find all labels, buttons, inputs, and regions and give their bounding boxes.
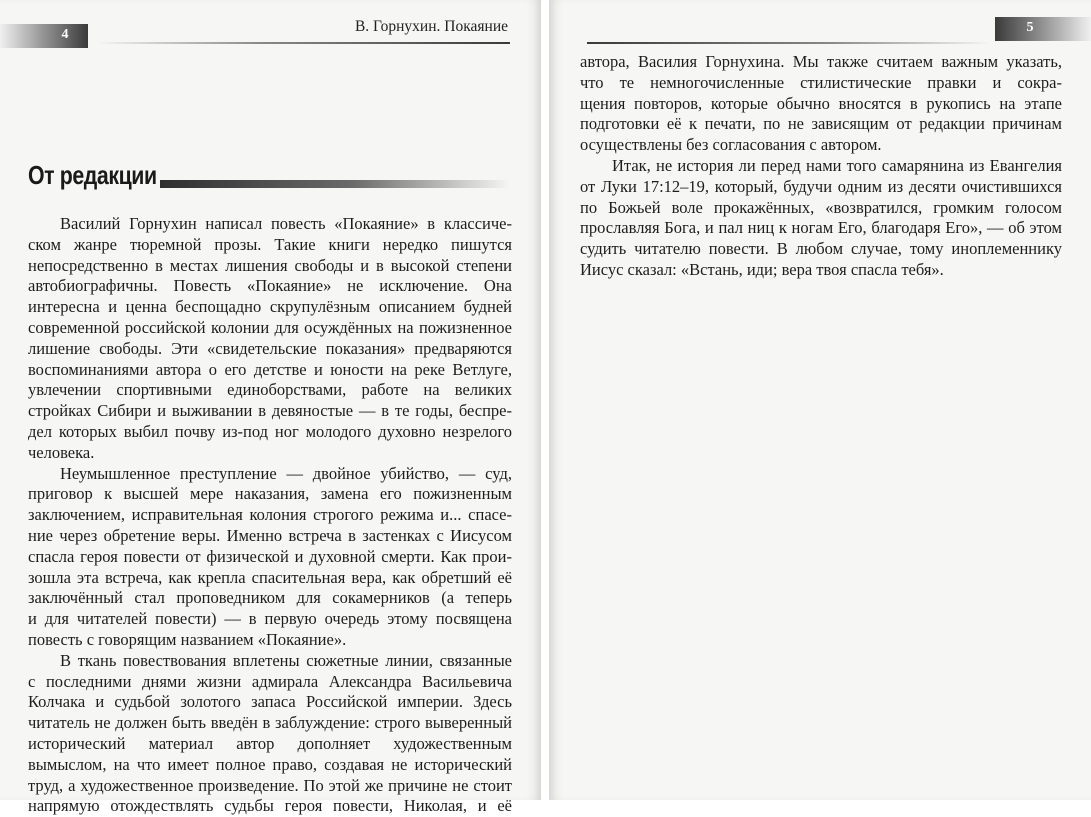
text-line: автора, Василия Горнухина. Мы также считаем важным указать, (580, 52, 1062, 71)
text-line: и для читателей повести) — в первую очередь этому посвящена (28, 609, 512, 629)
text-line: от Луки 17:12–19, который, будучи одним из десяти очистившихся (580, 176, 1062, 196)
text-line: стройках Сибири и выживании в девяностые — в те годы, беспре- (28, 401, 512, 421)
text-line: читатель не должен быть введён в заблуждение: строго выверенный (28, 713, 512, 733)
right-body-text (580, 52, 1062, 281)
text-line: интересна и ценна беспощадно скрупулёзным описанием будней (28, 297, 512, 317)
right-page (549, 0, 1091, 800)
text-line: В ткань повествования вплетены сюжетные линии, связанные (60, 650, 512, 670)
text-line: зошла эта встреча, как крепла спасительная вера, как обретший её (28, 567, 512, 587)
book-gutter (541, 0, 549, 800)
text-line: повесть с говорящим названием «Покаяние». (28, 629, 347, 649)
running-head: В. Горнухин. Покаяние (354, 18, 508, 35)
text-line: по Божьей воле прокажённых, «возвратился, громким голосом (580, 197, 1062, 217)
header-rule-right (587, 42, 991, 44)
page-number-left: 4 (61, 27, 69, 42)
text-line: современной российской колонии для осуждённых на пожизненное (28, 317, 512, 337)
text-line: вымыслом, на что имеет полное право, создавая не исторический (28, 754, 512, 774)
text-line: заключением, исправительная колония строгого режима и... спасе- (28, 505, 512, 525)
text-line: Итак, не история ли перед нами того самарянина из Евангелия (612, 155, 1062, 175)
text-line: дел которых выбил почву из-под ног молодого духовно незрелого (28, 421, 512, 441)
text-line: приговор к высшей мере наказания, замена его пожизненным (28, 484, 512, 504)
text-line: ском жанре тюремной прозы. Такие книги нередко пишутся (28, 234, 512, 254)
text-line: подготовки её к печати, по не зависящим от редакции причинам (580, 114, 1062, 134)
text-line: Василий Горнухин написал повесть «Покаяние» в классиче- (60, 214, 512, 233)
text-line: Неумышленное преступление — двойное убийство, — суд, (60, 463, 512, 483)
text-line: судить читателю повести. В любом случае, тому иноплеменнику (580, 239, 1062, 259)
left-body-text (28, 214, 512, 817)
page-number-right: 5 (1026, 20, 1034, 35)
text-line: Иисус сказал: «Встань, иди; вера твоя спасла тебя». (580, 259, 944, 279)
text-line: щения повторов, которые обычно вносятся в рукопись на этапе (580, 93, 1062, 113)
section-title: От редакции (28, 160, 157, 190)
text-line: увлечении спортивными единоборствами, работе на великих (28, 380, 512, 400)
text-line: автобиографичны. Повесть «Покаяние» не исключение. Она (28, 276, 512, 296)
text-line: воспоминаниями автора о его детстве и юности на реке Ветлуге, (28, 359, 512, 379)
title-rule (160, 180, 510, 188)
text-line: непосредственно в местах лишения свободы и в высокой степени (28, 255, 512, 275)
text-line: осуществлены без согласования с автором. (580, 135, 882, 155)
text-line: человека. (28, 442, 95, 462)
text-line: исторический материал автор дополняет художественным (28, 733, 512, 753)
header-rule-left (96, 42, 510, 44)
text-line: труд, а художественное произведение. По этой же причине не стоит (28, 775, 512, 795)
text-line: ние через обретение веры. Именно встреча в застенках с Иисусом (28, 525, 512, 545)
text-line: Колчака и судьбой золотого запаса Российской империи. Здесь (28, 692, 512, 712)
text-line: что те немногочисленные стилистические правки и сокра- (580, 72, 1062, 92)
left-page (0, 0, 541, 816)
text-line: спасла героя повести от физической и духовной смерти. Как прои- (28, 546, 512, 566)
text-line: с последними днями жизни адмирала Александра Васильевича (28, 671, 512, 691)
text-line: прославляя Бога, и пал ниц к ногам Его, благодаря Его», — об этом (580, 218, 1062, 238)
text-line: лишение свободы. Эти «свидетельские показания» предваряются (28, 338, 512, 358)
text-line: напрямую отождествлять судьбы героя повести, Николая, и её (28, 796, 512, 816)
text-line: заключённый стал проповедником для сокамерников (а теперь (28, 588, 512, 608)
